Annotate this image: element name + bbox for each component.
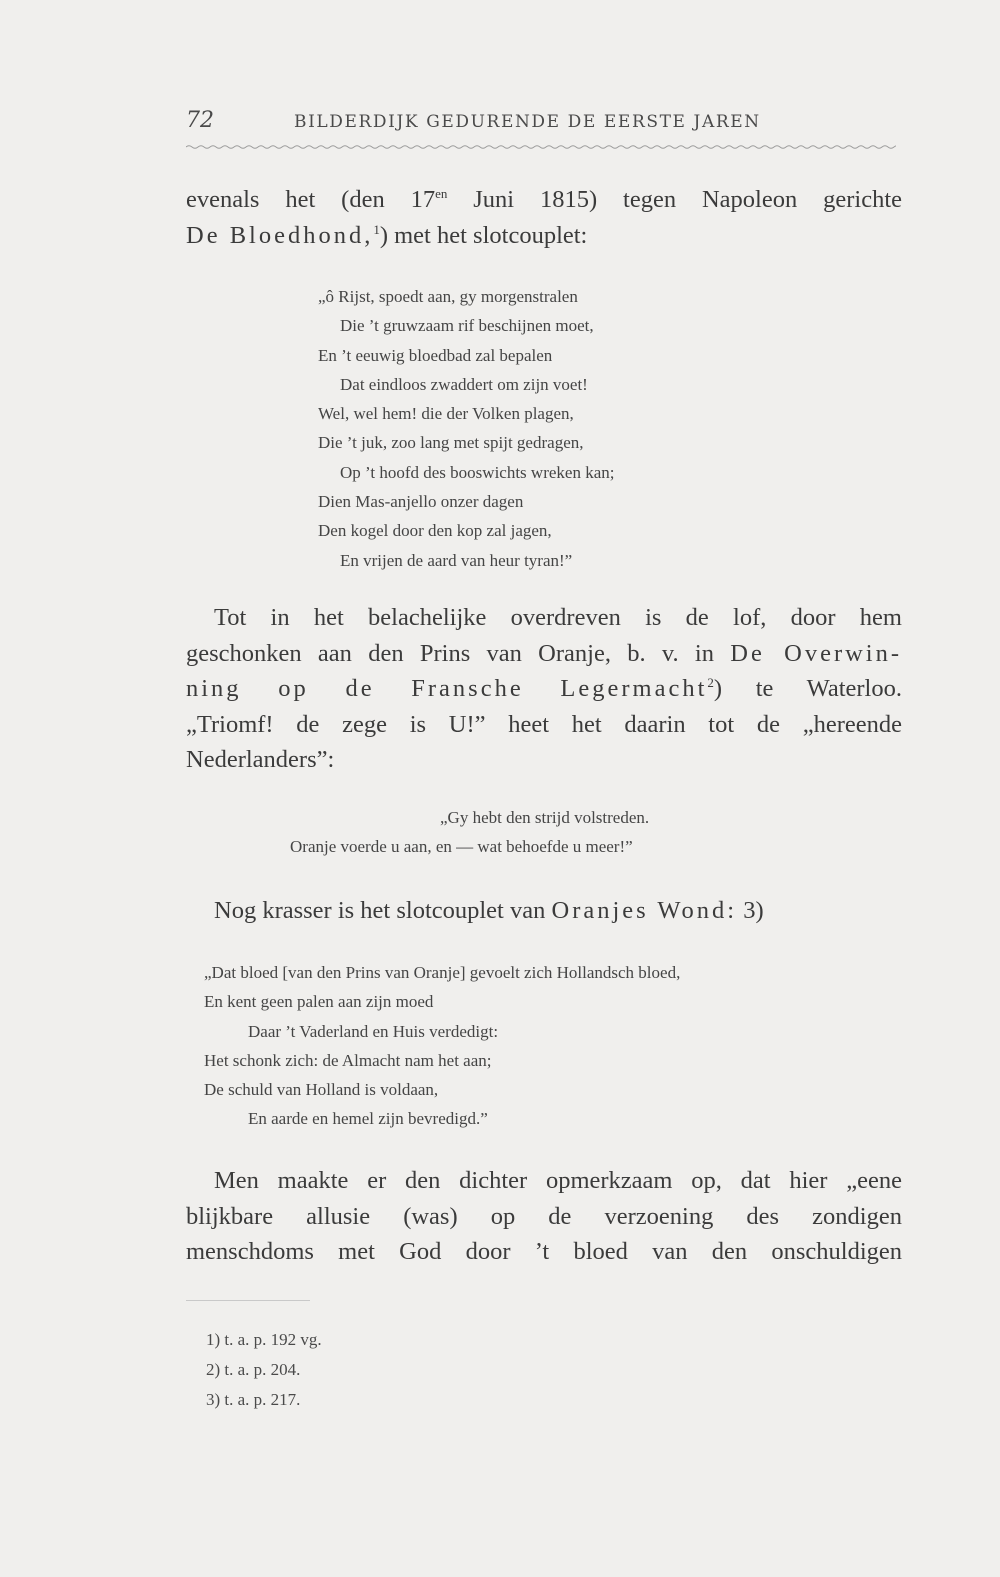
poem-line: Die ’t juk, zoo lang met spijt gedragen,: [318, 433, 584, 453]
paragraph-1-line-1: evenals het (den $17^{en}$ Juni 1815) tegen Napoleon gerichte: [186, 185, 902, 213]
paragraph-1: [186, 182, 902, 253]
poem-line: En aarde en hemel zijn bevredigd.”: [248, 1109, 488, 1129]
poem-line: Oranje voerde u aan, en — wat behoefde u meer!”: [290, 837, 633, 857]
poem-line: Het schonk zich: de Almacht nam het aan;: [204, 1050, 492, 1070]
poem-line: Op ’t hoofd des booswichts wreken kan;: [340, 462, 615, 482]
footnote-3: 3) t. a. p. 217.: [206, 1390, 301, 1409]
poem-bloedhond: [318, 282, 614, 575]
poem-line: „Gy hebt den strijd volstreden.: [440, 808, 650, 827]
paragraph-3: [186, 893, 902, 929]
poem-line: En vrijen de aard van heur tyran!”: [340, 550, 573, 570]
paragraph-2-line-2: geschonken aan den Prins van Oranje, b. v. in De Overwin-: [186, 639, 903, 667]
header-wavy-rule: [186, 144, 896, 150]
paragraph-3-line-1: Nog krasser is het slotcouplet van Oranjes Wond: 3): [214, 897, 764, 924]
paragraph-4-line-1: Men maakte er den dichter opmerkzaam op, dat hier „eene: [214, 1167, 902, 1194]
paragraph-2-line-3: ning op de Fransche Legermacht$^2$) te Waterloo.: [186, 674, 902, 702]
poem-line: Wel, wel hem! die der Volken plagen,: [318, 404, 574, 424]
poem-line: „Dat bloed [van den Prins van Oranje] gevoelt zich Hollandsch bloed,: [204, 963, 681, 982]
footnote-ref-1: 1: [373, 221, 380, 237]
page-header: [186, 108, 798, 138]
paragraph-4-line-3: menschdoms met God door ’t bloed van den onschuldigen: [186, 1238, 902, 1265]
footnote-ref-3: 3): [737, 897, 764, 924]
footnote-2: 2) t. a. p. 204.: [206, 1360, 301, 1379]
poem-line: Dien Mas-anjello onzer dagen: [318, 492, 524, 512]
footnote-separator: [186, 1300, 310, 1301]
page-number: 72: [186, 108, 214, 133]
poem-line: En ’t eeuwig bloedbad zal bepalen: [318, 345, 553, 365]
footnote-ref-2: 2: [707, 674, 714, 690]
poem-line: Daar ’t Vaderland en Huis verdedigt:: [248, 1021, 499, 1041]
poem-line: „ô Rijst, spoedt aan, gy morgenstralen: [318, 287, 578, 306]
paragraph-4-line-2: blijkbare allusie (was) op de verzoening des zondigen: [186, 1202, 902, 1230]
paragraph-4: [186, 1163, 902, 1270]
paragraph-2-line-1: Tot in het belachelijke overdreven is de lof, door hem: [214, 604, 902, 631]
paragraph-2: [186, 600, 902, 778]
footnote-1: 1) t. a. p. 192 vg.: [206, 1330, 322, 1349]
poem-line: Den kogel door den kop zal jagen,: [318, 521, 552, 541]
poem-line: Dat eindloos zwaddert om zijn voet!: [340, 374, 588, 394]
poem-line: De schuld van Holland is voldaan,: [204, 1080, 439, 1100]
paragraph-2-line-4: „Triomf! de zege is U!” heet het daarin tot de „hereende: [186, 710, 902, 738]
running-title: BILDERDIJK GEDURENDE DE EERSTE JAREN: [294, 112, 761, 132]
poem-oranjes-wond: [204, 958, 680, 1134]
paragraph-1-line-2: De Bloedhond,$^1$) met het slotcouplet:: [186, 221, 588, 249]
paragraph-2-line-5: Nederlanders”:: [186, 746, 335, 773]
poem-line: Die ’t gruwzaam rif beschijnen moet,: [340, 316, 594, 336]
poem-waterloo: [290, 803, 649, 862]
footnotes: [206, 1325, 322, 1415]
poem-line: En kent geen palen aan zijn moed: [204, 992, 434, 1012]
